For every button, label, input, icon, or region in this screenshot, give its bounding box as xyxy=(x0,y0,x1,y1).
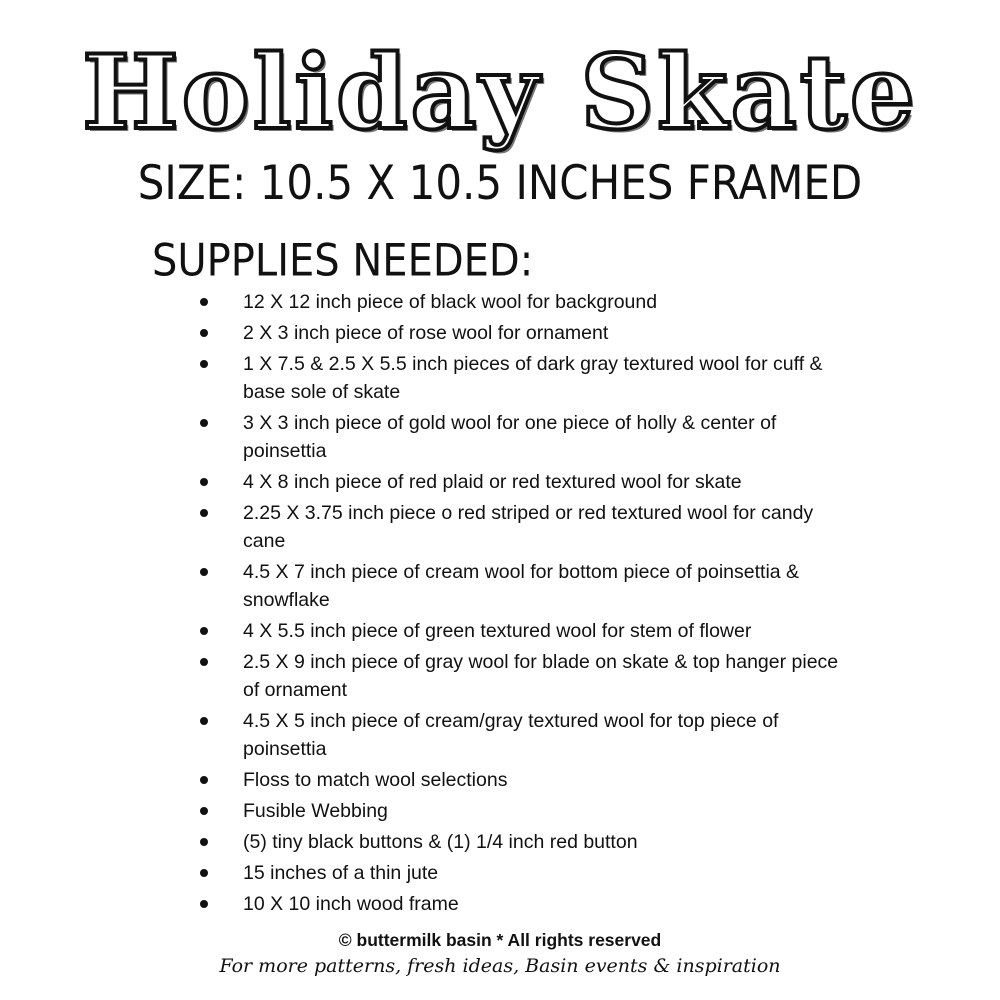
list-item-text: 2.25 X 3.75 inch piece o red striped or red textured wool for candy cane xyxy=(243,502,814,552)
list-item xyxy=(196,468,856,496)
bullet-icon xyxy=(200,838,208,846)
list-item-text: 1 X 7.5 & 2.5 X 5.5 inch pieces of dark gray textured wool for cuff & base sole of skate xyxy=(243,353,823,403)
list-item-text: (5) tiny black buttons & (1) 1/4 inch red button xyxy=(243,831,638,853)
bullet-icon xyxy=(200,717,208,725)
list-item-text: Floss to match wool selections xyxy=(243,769,508,791)
list-item xyxy=(196,350,856,406)
bullet-icon xyxy=(200,658,208,666)
supplies-list xyxy=(196,288,856,921)
list-item-text: 4.5 X 7 inch piece of cream wool for bottom piece of poinsettia & snowflake xyxy=(243,561,800,611)
tagline: For more patterns, fresh ideas, Basin events & inspiration xyxy=(219,955,781,977)
list-item xyxy=(196,648,856,704)
list-item-text: 2.5 X 9 inch piece of gray wool for blade on skate & top hanger piece of ornament xyxy=(243,651,839,701)
list-item xyxy=(196,499,856,555)
copyright-notice: © buttermilk basin * All rights reserved xyxy=(338,930,662,950)
bullet-icon xyxy=(200,900,208,908)
bullet-icon xyxy=(200,807,208,815)
list-item-text: 2 X 3 inch piece of rose wool for ornament xyxy=(243,322,609,344)
list-item-text: Fusible Webbing xyxy=(243,800,388,822)
list-item xyxy=(196,890,856,918)
list-item-text: 15 inches of a thin jute xyxy=(243,862,439,884)
list-item-text: 4 X 5.5 inch piece of green textured wool for stem of flower xyxy=(243,620,752,642)
bullet-icon xyxy=(200,568,208,576)
list-item xyxy=(196,707,856,763)
list-item-text: 4 X 8 inch piece of red plaid or red textured wool for skate xyxy=(243,471,742,493)
bullet-icon xyxy=(200,509,208,517)
list-item-text: 10 X 10 inch wood frame xyxy=(243,893,459,915)
list-item xyxy=(196,288,856,316)
list-item xyxy=(196,797,856,825)
list-item xyxy=(196,409,856,465)
page-title: Holiday Skate xyxy=(82,33,918,153)
list-item-text: 12 X 12 inch piece of black wool for background xyxy=(243,291,658,313)
bullet-icon xyxy=(200,627,208,635)
list-item xyxy=(196,319,856,347)
list-item xyxy=(196,859,856,887)
bullet-icon xyxy=(200,776,208,784)
bullet-icon xyxy=(200,360,208,368)
bullet-icon xyxy=(200,419,208,427)
bullet-icon xyxy=(200,869,208,877)
supplies-heading: SUPPLIES NEEDED: xyxy=(152,235,534,287)
list-item xyxy=(196,766,856,794)
list-item xyxy=(196,617,856,645)
list-item-text: 3 X 3 inch piece of gold wool for one piece of holly & center of poinsettia xyxy=(243,412,777,462)
bullet-icon xyxy=(200,329,208,337)
size-line: SIZE: 10.5 X 10.5 INCHES FRAMED xyxy=(137,155,863,211)
list-item-text: 4.5 X 5 inch piece of cream/gray textured wool for top piece of poinsettia xyxy=(243,710,779,760)
bullet-icon xyxy=(200,298,208,306)
list-item xyxy=(196,828,856,856)
bullet-icon xyxy=(200,478,208,486)
list-item xyxy=(196,558,856,614)
